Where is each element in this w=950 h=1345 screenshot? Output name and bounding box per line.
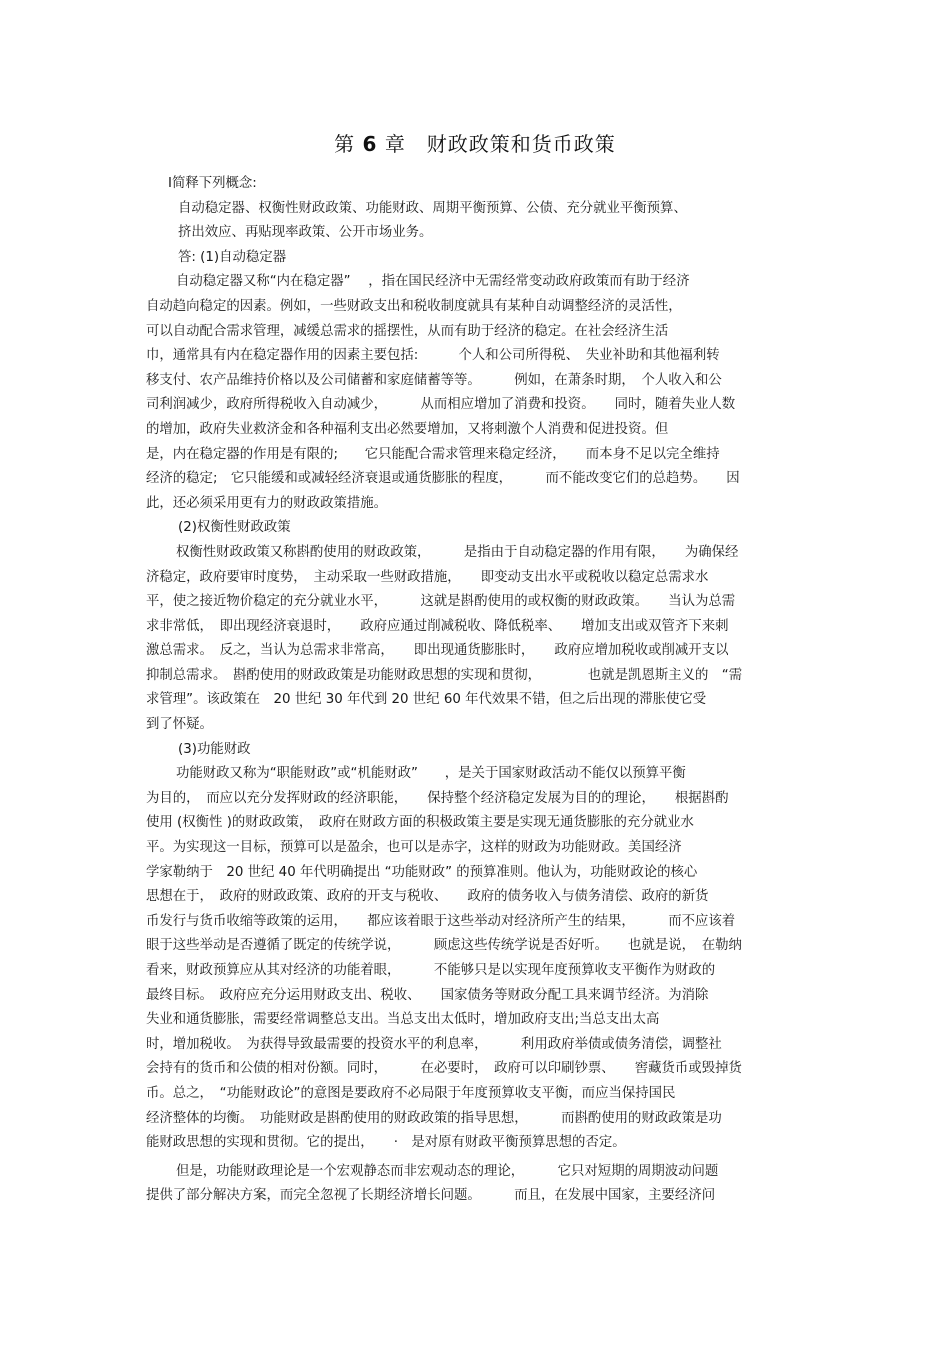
paragraph-line: 学家勒纳于 20 世纪 40 年代明确提出 “功能财政” 的预算准则。他认为，功能财政论的核心 <box>146 864 698 880</box>
concept-line: 自动稳定器、权衡性财政政策、功能财政、周期平衡预算、公债、充分就业平衡预算、 <box>178 200 687 216</box>
chapter-title-prefix: 第 <box>334 132 356 156</box>
paragraph-line: 移支付、农产品维持价格以及公司储蓄和家庭储蓄等等。 例如，在萧条时期， 个人收入和公 <box>146 372 722 388</box>
paragraph-line: 思想在于， 政府的财政政策、政府的开支与税收、 政府的债务收入与债务清偿、政府的新货 <box>146 889 709 905</box>
document-body <box>146 172 814 1209</box>
section-heading: Ⅰ简释下列概念: <box>168 176 257 191</box>
paragraph-line: 抑制总需求。 斟酌使用的财政政策是功能财政思想的实现和贯彻， 也就是凯恩斯主义的 “需 <box>146 667 743 683</box>
subheading-discretionary-policy: (2)权衡性财政政策 <box>178 520 291 536</box>
concept-line: 挤出效应、再贴现率政策、公开市场业务。 <box>178 225 433 241</box>
paragraph-auto-stabilizer <box>146 270 814 516</box>
answer-label: 答: (1)自动稳定器 <box>178 249 287 265</box>
paragraph-line: 到了怀疑。 <box>146 717 213 733</box>
paragraph-line: 功能财政又称为“职能财政”或“机能财政” ，是关于国家财政活动不能仅以预算平衡 <box>176 766 686 782</box>
paragraph-line: 激总需求。 反之，当认为总需求非常高， 即出现通货膨胀时， 政府应增加税收或削减开支以 <box>146 643 729 659</box>
paragraph-line: 求管理”。该政策在 20 世纪 30 年代到 20 世纪 60 年代效果不错，但之后出现的滞胀使它受 <box>146 692 707 708</box>
paragraph-functional-finance <box>146 762 814 1156</box>
paragraph-line: 自动稳定器又称“内在稳定器” ，指在国民经济中无需经常变动政府政策而有助于经济 <box>176 274 690 290</box>
paragraph-line: 币发行与货币收缩等政策的运用， 都应该着眼于这些举动对经济所产生的结果， 而不应该着 <box>146 913 736 929</box>
paragraph-line: 但是，功能财政理论是一个宏观静态而非宏观动态的理论， 它只对短期的周期波动问题 <box>176 1163 719 1179</box>
paragraph-line: 的增加，政府失业救济金和各种福利支出必然要增加，又将刺激个人消费和促进投资。但 <box>146 421 669 437</box>
subheading-functional-finance: (3)功能财政 <box>178 741 251 757</box>
paragraph-line: 平。为实现这一目标，预算可以是盈余，也可以是赤字，这样的财政为功能财政。美国经济 <box>146 840 682 856</box>
paragraph-line: 使用 (权衡性 )的财政政策， 政府在财政方面的积极政策主要是实现无通货膨胀的充分就业水 <box>146 815 694 831</box>
chapter-title <box>0 128 950 157</box>
paragraph-line: 可以自动配合需求管理，减缓总需求的摇摆性，从而有助于经济的稳定。在社会经济生活 <box>146 323 669 339</box>
paragraph-line: 币。总之， “功能财政论”的意图是要政府不必局限于年度预算收支平衡，而应当保持国民 <box>146 1085 676 1101</box>
paragraph-line: 济稳定，政府要审时度势， 主动采取一些财政措施， 即变动支出水平或税收以稳定总需求水 <box>146 569 709 585</box>
paragraph-line: 司利润减少，政府所得税收入自动减少， 从而相应增加了消费和投资。 同时，随着失业人数 <box>146 397 736 413</box>
paragraph-line: 巾，通常具有内在稳定器作用的因素主要包括: 个人和公司所得税、 失业补助和其他福利转 <box>146 348 720 364</box>
chapter-title-text: 章 财政政策和货币政策 <box>384 132 616 156</box>
paragraph-line: 是，内在稳定器的作用是有限的; 它只能配合需求管理来稳定经济， 而本身不足以完全维持 <box>146 446 720 462</box>
paragraph-line: 经济的稳定; 它只能缓和或减轻经济衰退或通货膨胀的程度， 而不能改变它们的总趋势。 因 <box>146 471 740 487</box>
paragraph-line: 眼于这些举动是否遵循了既定的传统学说， 顾虑这些传统学说是否好听。 也就是说， 在勒纳 <box>146 938 742 954</box>
paragraph-line: 自动趋向稳定的因素。例如，一些财政支出和税收制度就具有某种自动调整经济的灵活性， <box>146 298 682 314</box>
paragraph-line: 失业和通货膨胀，需要经常调整总支出。当总支出太低时，增加政府支出;当总支出太高 <box>146 1012 660 1028</box>
paragraph-line: 为目的， 而应以充分发挥财政的经济职能， 保持整个经济稳定发展为目的的理论， 根据斟酌 <box>146 790 729 806</box>
paragraph-line: 提供了部分解决方案，而完全忽视了长期经济增长问题。 而且，在发展中国家，主要经济问 <box>146 1188 716 1204</box>
paragraph-line: 会持有的货币和公债的相对份额。同时， 在必要时， 政府可以印刷钞票、 窖藏货币或毁掉货 <box>146 1061 742 1077</box>
paragraph-line: 看来，财政预算应从其对经济的功能着眼， 不能够只是以实现年度预算收支平衡作为财政的 <box>146 963 716 978</box>
paragraph-line: 平，使之接近物价稳定的充分就业水平， 这就是斟酌使用的或权衡的财政政策。 当认为总需 <box>146 594 736 610</box>
paragraph-line: 求非常低， 即出现经济衰退时， 政府应通过削减税收、降低税率、 增加支出或双管齐下来刺 <box>146 618 729 634</box>
paragraph-line: 权衡性财政政策又称斟酌使用的财政政策， 是指由于自动稳定器的作用有限， 为确保经 <box>176 544 739 560</box>
paragraph-line: 能财政思想的实现和贯彻。它的提出， · 是对原有财政平衡预算思想的否定。 <box>146 1135 626 1151</box>
paragraph-line: 最终目标。 政府应充分运用财政支出、税收、 国家债务等财政分配工具来调节经济。为消除 <box>146 987 709 1003</box>
paragraph-line: 时，增加税收。 为获得导致最需要的投资水平的利息率， 利用政府举债或债务清偿，调整社 <box>146 1036 722 1052</box>
paragraph-line: 此，还必须采用更有力的财政政策措施。 <box>146 495 388 511</box>
paragraph-line: 经济整体的均衡。 功能财政是斟酌使用的财政政策的指导思想， 而斟酌使用的财政政策是功 <box>146 1110 722 1126</box>
paragraph-critique <box>146 1160 814 1209</box>
chapter-number: 6 <box>362 132 378 156</box>
paragraph-discretionary-policy <box>146 541 814 738</box>
